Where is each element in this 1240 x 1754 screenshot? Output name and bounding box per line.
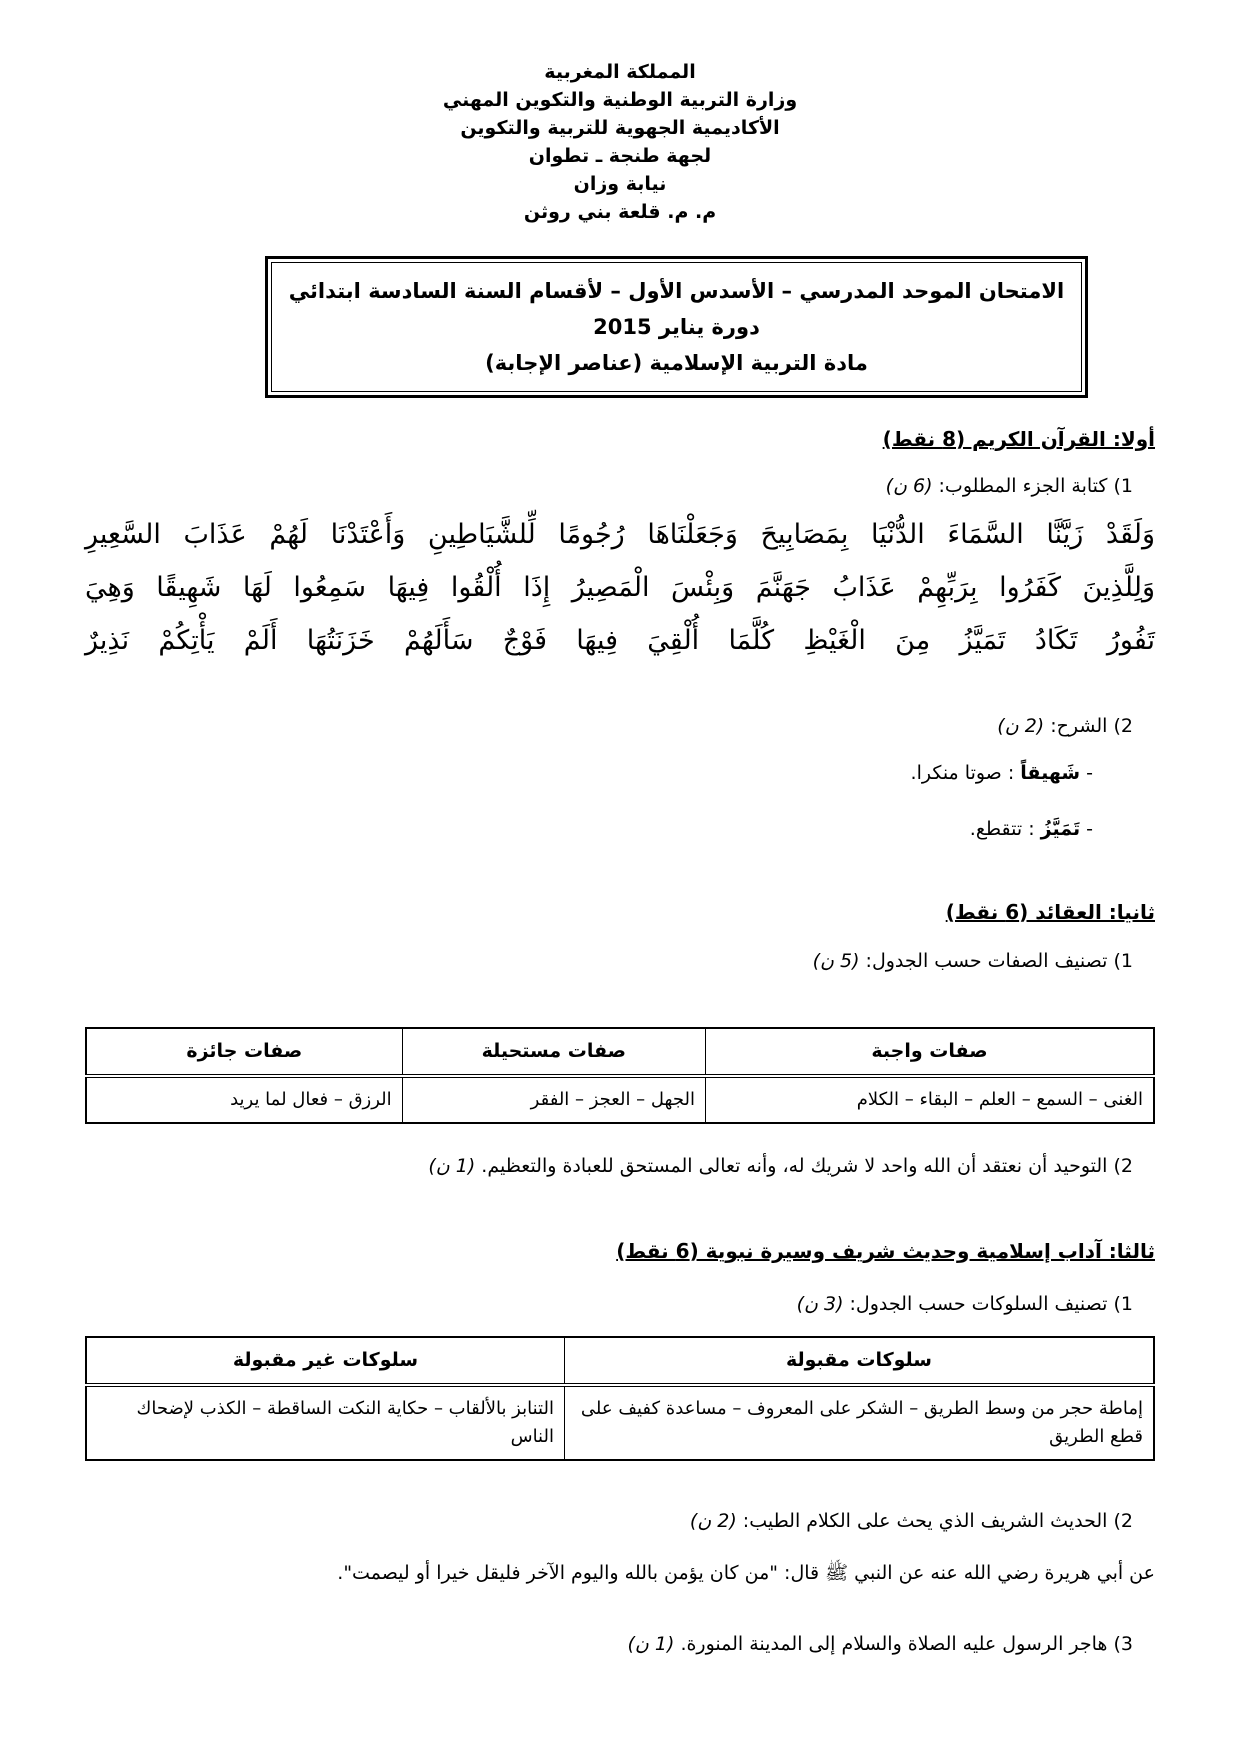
item-explanation — [85, 712, 1155, 740]
item-behaviors-classification — [85, 1290, 1155, 1318]
definition-tamayyaz — [85, 814, 1155, 844]
item-points: (3 ن) — [796, 1293, 844, 1315]
item-number: 1) — [1113, 950, 1133, 972]
item-text: التوحيد أن نعتقد أن الله واحد لا شريك له، وأنه تعالى المستحق للعبادة والتعظيم. — [481, 1155, 1108, 1177]
item-text: تصنيف الصفات حسب الجدول: — [865, 950, 1108, 972]
attributes-table — [85, 1027, 1155, 1124]
quran-verse-line-2: وَلِلَّذِينَ كَفَرُوا بِرَبِّهِمْ عَذَابُ جَهَنَّمَ وَبِئْسَ الْمَصِيرُ إِذَا أُلْقُوا فِيهَا سَمِعُوا لَهَا شَهِيقًا وَهِيَ — [85, 572, 1155, 603]
definition-dash: - — [1086, 762, 1093, 784]
exam-title-box — [265, 256, 1088, 398]
attributes-table-header-row — [86, 1028, 1154, 1076]
item-points: (6 ن) — [885, 475, 933, 497]
table-cell-maqbula: إماطة حجر من وسط الطريق – الشكر على المعروف – مساعدة كفيف على قطع الطريق — [564, 1385, 1154, 1460]
item-number: 2) — [1113, 715, 1133, 737]
letterhead-line-ministry: وزارة التربية الوطنية والتكوين المهني — [442, 89, 798, 111]
table-cell-mustahila: الجهل – العجز – الفقر — [402, 1076, 705, 1123]
item-hadith-prompt — [85, 1507, 1155, 1535]
item-hijra-answer — [85, 1630, 1155, 1658]
item-number: 2) — [1113, 1510, 1133, 1532]
exam-title-line-1: الامتحان الموحد المدرسي – الأسدس الأول – لأقسام السنة السادسة ابتدائي — [288, 279, 1065, 303]
definition-term: تَمَيَّزُ — [1040, 818, 1081, 840]
letterhead-line-region: لجهة طنجة ـ تطوان — [528, 145, 712, 167]
definition-term: شَهيقاً — [1020, 762, 1081, 784]
table-header-mustahila: صفات مستحيلة — [402, 1028, 705, 1076]
item-attributes-classification — [85, 947, 1155, 975]
attributes-table-data-row — [86, 1076, 1154, 1123]
definition-shahiq — [85, 758, 1155, 788]
item-number: 1) — [1113, 475, 1133, 497]
item-number: 3) — [1113, 1633, 1133, 1655]
letterhead-line-school: م. م. قلعة بني روثن — [523, 201, 717, 223]
item-points: (5 ن) — [812, 950, 860, 972]
section-aqaid-heading: ثانيا: العقائد (6 نقط) — [945, 900, 1155, 924]
item-quran-writing — [85, 472, 1155, 500]
definition-meaning: : صوتا منكرا. — [910, 762, 1015, 784]
behaviors-table-data-row — [86, 1385, 1154, 1460]
item-number: 2) — [1113, 1155, 1133, 1177]
letterhead-line-kingdom: المملكة المغربية — [544, 61, 696, 83]
letterhead-line-academy: الأكاديمية الجهوية للتربية والتكوين — [460, 117, 780, 139]
letterhead-line-delegation: نيابة وزان — [573, 173, 667, 195]
item-points: (2 ن) — [689, 1510, 737, 1532]
table-header-ghayr-maqbula: سلوكات غير مقبولة — [86, 1337, 564, 1385]
item-points: (2 ن) — [997, 715, 1045, 737]
item-text: الحديث الشريف الذي يحث على الكلام الطيب: — [742, 1510, 1108, 1532]
section-quran-heading: أولا: القرآن الكريم (8 نقط) — [882, 427, 1155, 451]
item-number: 1) — [1113, 1293, 1133, 1315]
quran-verse-block — [85, 508, 1155, 667]
quran-verse-line-1: وَلَقَدْ زَيَّنَّا السَّمَاءَ الدُّنْيَا بِمَصَابِيحَ وَجَعَلْنَاهَا رُجُومًا لِّلشَّيَاطِينِ وَأَعْتَدْنَا لَهُمْ عَذَابَ السَّعِيرِ — [85, 519, 1155, 550]
exam-title-box-inner — [271, 262, 1082, 392]
section-adab-heading: ثالثا: آداب إسلامية وحديث شريف وسيرة نبوية (6 نقط) — [616, 1239, 1155, 1263]
letterhead — [85, 58, 1155, 226]
behaviors-table-header-row — [86, 1337, 1154, 1385]
table-header-maqbula: سلوكات مقبولة — [564, 1337, 1154, 1385]
item-points: (1 ن) — [627, 1633, 675, 1655]
item-text: الشرح: — [1050, 715, 1108, 737]
definition-dash: - — [1086, 818, 1093, 840]
item-tawhid-definition — [85, 1152, 1155, 1180]
item-text: تصنيف السلوكات حسب الجدول: — [849, 1293, 1108, 1315]
quran-verse-line-3: تَفُورُ تَكَادُ تَمَيَّزُ مِنَ الْغَيْظِ كُلَّمَا أُلْقِيَ فِيهَا فَوْجٌ سَأَلَهُمْ خَزَنَتُهَا أَلَمْ يَأْتِكُمْ نَذِيرٌ — [85, 625, 1155, 656]
item-points: (1 ن) — [428, 1155, 476, 1177]
table-header-wajiba: صفات واجبة — [705, 1028, 1154, 1076]
item-text: هاجر الرسول عليه الصلاة والسلام إلى المدينة المنورة. — [680, 1633, 1108, 1655]
table-cell-jaiza: الرزق – فعال لما يريد — [86, 1076, 402, 1123]
table-header-jaiza: صفات جائزة — [86, 1028, 402, 1076]
table-cell-wajiba: الغنى – السمع – العلم – البقاء – الكلام — [705, 1076, 1154, 1123]
item-text: كتابة الجزء المطلوب: — [938, 475, 1108, 497]
exam-title-line-2: دورة يناير 2015 — [593, 315, 760, 339]
definition-meaning: : تتقطع. — [969, 818, 1035, 840]
table-cell-ghayr-maqbula: التنابز بالألقاب – حكاية النكت الساقطة – الكذب لإضحاك الناس — [86, 1385, 564, 1460]
exam-title-line-3: مادة التربية الإسلامية (عناصر الإجابة) — [485, 351, 868, 375]
behaviors-table — [85, 1336, 1155, 1461]
hadith-text: عن أبي هريرة رضي الله عنه عن النبي ﷺ قال: "من كان يؤمن بالله واليوم الآخر فليقل خيرا أو ليصمت". — [337, 1562, 1155, 1584]
